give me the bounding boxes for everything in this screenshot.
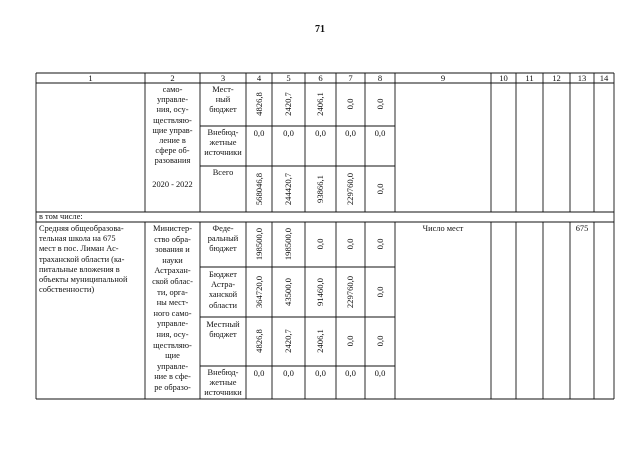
value-cell: 0,0 [345,335,355,347]
source-federal-budget: Феде- ральный бюджет [207,224,239,254]
executor-text: само- управле- ния, осу- ществляю- щие управ- ление в сфере об- разования [152,85,193,166]
value-cell: 2406,1 [315,329,325,353]
value-cell: 0,0 [253,368,265,378]
value-cell: 0,0 [283,128,294,138]
source-regional-budget: Бюджет Астра- ханской области [208,270,238,310]
value-cell: 0,0 [345,368,356,378]
value-cell: 229760,0 [345,275,355,309]
value-cell: 229760,0 [345,172,355,206]
page-number: 71 [315,24,325,35]
value-cell: 198500,0 [254,227,264,261]
header-col-11: 11 [525,73,534,83]
header-col-5: 5 [286,73,291,83]
value-cell: 0,0 [315,238,325,250]
header-col-4: 4 [256,73,262,83]
value-cell: 0,0 [375,238,385,250]
value-cell: 0,0 [345,128,356,138]
executor-text: Министер- ство обра- зования и науки Астрахан- ской облас- ти, орга- ны мест- ного само- управле- ния, осу- ществляю- щие управле- ние в сфе- ре образо- [152,224,193,392]
source-local-budget: Мест- ный бюджет [209,85,237,115]
value-cell: 0,0 [375,335,385,347]
object-description: Средняя общеобразова- тельная школа на 675 мест в пос. Лиман Ас- траханской области (ка- питальные вложения в объекты муниципальной собственности) [39,224,128,295]
value-cell: 2420,7 [283,329,293,353]
value-cell: 0,0 [374,128,386,138]
header-col-2: 2 [170,73,175,83]
header-col-7: 7 [348,73,353,83]
value-cell: 4826,8 [254,329,264,353]
indicator-name: Число мест [422,224,464,233]
value-cell: 568046,8 [254,172,264,206]
value-cell: 0,0 [375,183,385,195]
source-extrabudget: Внебюд- жетные источники [204,368,242,398]
value-cell: 0,0 [315,128,326,138]
header-col-3: 3 [220,73,226,83]
value-cell: 4826,8 [254,92,264,116]
value-cell: 0,0 [283,368,294,378]
value-cell: 244420,7 [283,172,293,206]
value-cell: 2420,7 [283,92,293,116]
value-cell: 0,0 [253,128,265,138]
header-col-14: 14 [599,73,609,83]
value-cell: 0,0 [374,368,386,378]
including-label: в том числе: [39,212,83,221]
period-text: 2020 - 2022 [152,180,193,189]
value-cell: 198500,0 [283,227,293,261]
source-total: Всего [212,168,234,177]
header-col-9: 9 [440,73,446,83]
source-extrabudget: Внебюд- жетные источники [204,128,242,158]
value-cell: 93866,1 [315,175,325,203]
source-local-budget: Местный бюджет [206,320,240,340]
value-cell: 0,0 [345,98,355,110]
header-col-8: 8 [377,73,383,83]
header-col-12: 12 [552,73,561,83]
value-cell: 0,0 [375,98,385,110]
value-cell: 91460,0 [315,278,325,306]
header-col-13: 13 [577,73,587,83]
value-cell: 364720,0 [254,275,264,309]
value-cell: 0,0 [345,238,355,250]
value-cell: 0,0 [375,286,385,298]
indicator-value: 675 [575,224,589,233]
header-col-1: 1 [88,73,93,83]
header-col-6: 6 [318,73,323,83]
value-cell: 0,0 [315,368,326,378]
header-col-10: 10 [499,73,508,83]
value-cell: 43500,0 [283,278,293,306]
value-cell: 2406,1 [315,92,325,116]
